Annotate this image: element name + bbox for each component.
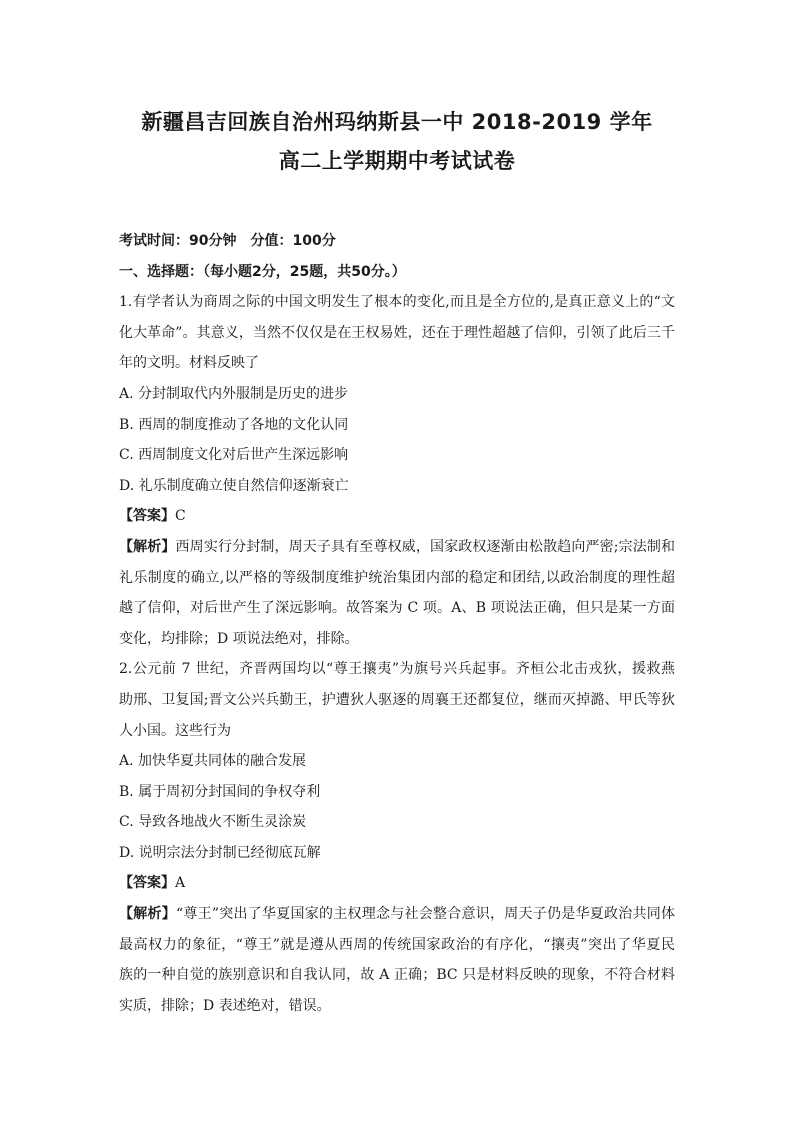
question-1-stem-line-3: 年的文明。材料反映了 (119, 355, 259, 372)
section-heading: 一、选择题：（每小题2分，25题，共50分。） (119, 263, 406, 280)
question-1-option-a: A. 分封制取代内外服制是历史的进步 (119, 385, 349, 402)
question-1-analysis-line-4: 变化，均排除；D 项说法绝对，排除。 (119, 630, 359, 647)
question-1-option-c: C. 西周制度文化对后世产生深远影响 (119, 447, 349, 464)
document-body (119, 226, 675, 1021)
question-1-analysis-line-3: 越了信仰，对后世产生了深远影响。故答案为 C 项。A、B 项说法正确，但只是某一方面 (119, 600, 675, 617)
exam-info: 考试时间：90分钟 分值：100分 (119, 233, 336, 249)
question-1-stem-line-1: 1.有学者认为商周之际的中国文明发生了根本的变化,而且是全方位的,是真正意义上的“文 (119, 294, 675, 311)
question-1-option-d: D. 礼乐制度确立使自然信仰逐渐衰亡 (119, 477, 349, 494)
analysis-label: 【解析】 (119, 906, 176, 923)
analysis-text: “尊王”突出了华夏国家的主权理念与社会整合意识，周天子仍是华夏政治共同体 (176, 906, 675, 923)
question-1-option-b: B. 西周的制度推动了各地的文化认同 (119, 416, 349, 433)
question-1-analysis-line-2: 礼乐制度的确立,以严格的等级制度维护统治集团内部的稳定和团结,以政治制度的理性超 (119, 569, 675, 586)
question-2-stem-line-2: 助邢、卫复国;晋文公兴兵勤王，护遭狄人驱逐的周襄王还都复位，继而灭掉潞、甲氏等狄 (119, 691, 675, 708)
question-2-answer (119, 868, 675, 899)
analysis-label: 【解析】 (119, 538, 176, 555)
answer-label: 【答案】 (119, 875, 175, 892)
question-2-option-c: C. 导致各地战火不断生灵涂炭 (119, 814, 307, 831)
question-2-analysis-line-4: 实质，排除；D 表述绝对，错误。 (119, 997, 331, 1014)
question-2-analysis-line-1 (119, 899, 675, 930)
question-2-option-d: D. 说明宗法分封制已经彻底瓦解 (119, 844, 321, 861)
question-2-analysis-line-3: 族的一种自觉的族别意识和自我认同，故 A 正确；BC 只是材料反映的现象，不符合材料 (119, 967, 675, 984)
document-title-line-1: 新疆昌吉回族自治州玛纳斯县一中 2018-2019 学年 (141, 110, 653, 134)
answer-value: C (175, 508, 186, 525)
answer-value: A (175, 875, 186, 892)
question-2-stem-line-3: 人小国。这些行为 (119, 722, 231, 739)
question-1-answer (119, 501, 675, 532)
question-1-analysis-line-1 (119, 532, 675, 563)
document-title-line-2: 高二上学期期中考试试卷 (278, 149, 516, 173)
analysis-text: 西周实行分封制，周天子具有至尊权威，国家政权逐渐由松散趋向严密;宗法制和 (175, 538, 675, 555)
answer-label: 【答案】 (119, 508, 175, 525)
question-1-stem-line-2: 化大革命”。其意义，当然不仅仅是在王权易姓，还在于理性超越了信仰，引领了此后三千 (119, 324, 675, 341)
question-2-analysis-line-2: 最高权力的象征，“尊王”就是遵从西周的传统国家政治的有序化，“攘夷”突出了华夏民 (119, 936, 675, 953)
question-2-stem-line-1: 2.公元前 7 世纪，齐晋两国均以“尊王攘夷”为旗号兴兵起事。齐桓公北击戎狄，援救燕 (119, 661, 675, 678)
question-2-option-a: A. 加快华夏共同体的融合发展 (119, 753, 307, 770)
question-2-option-b: B. 属于周初分封国间的争权夺利 (119, 783, 321, 800)
